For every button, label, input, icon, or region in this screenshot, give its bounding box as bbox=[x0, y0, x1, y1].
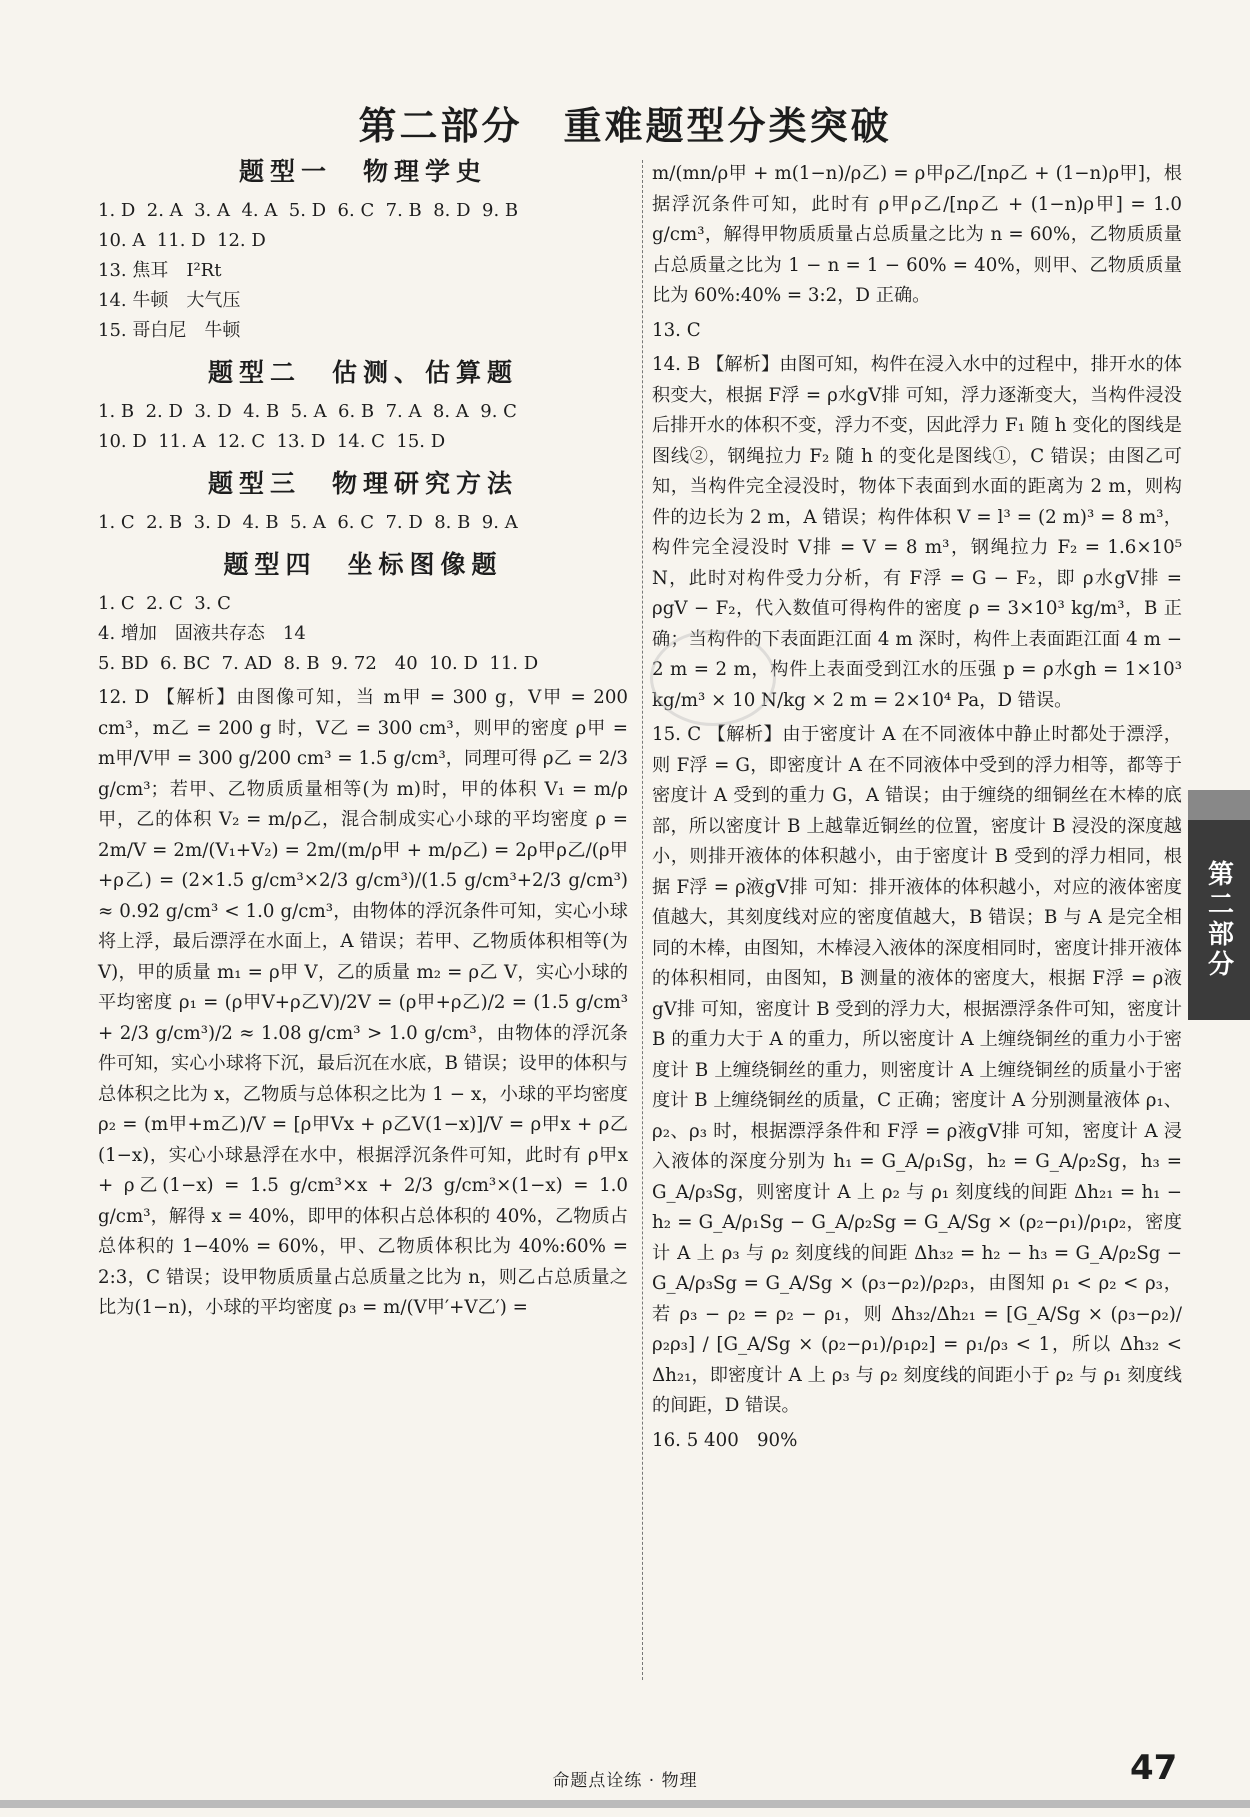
left-column bbox=[98, 155, 628, 1328]
watermark-stamp bbox=[650, 630, 776, 726]
q14-explanation: 14. B 【解析】由图可知，构件在浸入水中的过程中，排开水的体积变大，根据 F浮 = ρ水gV排 可知，浮力逐渐变大，当构件浸没后排开水的体积不变，浮力不变，因此浮力 F₁ 随 h 变化的图线是图线②，钢绳拉力 F₂ 随 h 的变化是图线①，C 错误；由图乙可知，当构件完全浸没时，物体下表面到水面的距离为 2 m，则构件的边长为 2 m，A 错误；构件体积 V = l³ = (2 m)³ = 8 m³，构件完全浸没时 V排 = V = 8 m³，钢绳拉力 F₂ = 1.6×10⁵ N，此时对构件受力分析，有 F浮 = G − F₂，即 ρ水gV排 = ρgV − F₂，代入数值可得构件的密度 ρ = 3×10³ kg/m³，B 正确；当构件的下表面距江面 4 m 深时，构件上表面距江面 4 m − 2 m = 2 m，构件上表面受到江水的压强 p = ρ水gh = 1×10³ kg/m³ × 10 N/kg × 2 m = 2×10⁴ Pa，D 错误。 bbox=[652, 354, 1182, 711]
answer-line: 4. 增加 固液共存态 14 bbox=[98, 623, 306, 644]
page-title: 第二部分 重难题型分类突破 bbox=[358, 104, 892, 148]
answer-line: 1. C 2. C 3. C bbox=[98, 593, 231, 614]
answer-line: 5. BD 6. BC 7. AD 8. B 9. 72 40 10. D 11. D bbox=[98, 653, 539, 674]
q15-explanation: 15. C 【解析】由于密度计 A 在不同液体中静止时都处于漂浮，则 F浮 = G，即密度计 A 在不同液体中受到的浮力相等，都等于密度计 A 受到的重力 G，A 错误；由于缠绕的细铜丝在木棒的底部，所以密度计 B 上越靠近铜丝的位置，密度计 B 浸没的深度越小，则排开液体的体积越小，由于密度计 B 受到的浮力相同，根据 F浮 = ρ液gV排 可知：排开液体的体积越小，对应的液体密度值越大，其刻度线对应的密度值越大，B 错误；B 与 A 是完全相同的木棒，由图知，木棒浸入液体的深度相同时，密度计排开液体的体积相同，由图知，B 测量的液体的密度大，根据 F浮 = ρ液gV排 可知，密度计 B 受到的浮力大，根据漂浮条件可知，密度计 B 的重力大于 A 的重力，所以密度计 A 上缠绕铜丝的重力小于密度计 B 上缠绕铜丝的重力，则密度计 A 上缠绕铜丝的质量小于密度计 B 上缠绕铜丝的质量，C 正确；密度计 A 分别测量液体 ρ₁、ρ₂、ρ₃ 时，根据漂浮条件和 F浮 = ρ液gV排 可知，密度计 A 浸入液体的深度分别为 h₁ = G_A/ρ₁Sg，h₂ = G_A/ρ₂Sg，h₃ = G_A/ρ₃Sg，则密度计 A 上 ρ₂ 与 ρ₁ 刻度线的间距 Δh₂₁ = h₁ − h₂ = G_A/ρ₁Sg − G_A/ρ₂Sg = G_A/Sg × (ρ₂−ρ₁)/ρ₁ρ₂，密度计 A 上 ρ₃ 与 ρ₂ 刻度线的间距 Δh₃₂ = h₂ − h₃ = G_A/ρ₂Sg − G_A/ρ₃Sg = G_A/Sg × (ρ₃−ρ₂)/ρ₂ρ₃，由图知 ρ₁ < ρ₂ < ρ₃，若 ρ₃ − ρ₂ = ρ₂ − ρ₁，则 Δh₃₂/Δh₂₁ = [G_A/Sg × (ρ₃−ρ₂)/ρ₂ρ₃] / [G_A/Sg × (ρ₂−ρ₁)/ρ₁ρ₂] = ρ₁/ρ₃ < 1，所以 Δh₃₂ < Δh₂₁，即密度计 A 上 ρ₃ 与 ρ₂ 刻度线的间距小于 ρ₂ 与 ρ₁ 刻度线的间距，D 错误。 bbox=[652, 724, 1182, 1416]
column-divider bbox=[642, 160, 643, 1680]
q13-answer: 13. C bbox=[652, 319, 701, 341]
q12-explanation: 12. D 【解析】由图像可知，当 m甲 = 300 g，V甲 = 200 cm³，m乙 = 200 g 时，V乙 = 300 cm³，则甲的密度 ρ甲 = m甲/V甲 = 300 g/200 cm³ = 1.5 g/cm³，同理可得 ρ乙 = 2/3 g/cm³；若甲、乙物质质量相等(为 m)时，甲的体积 V₁ = m/ρ甲，乙的体积 V₂ = m/ρ乙，混合制成实心小球的平均密度 ρ = 2m/V = 2m/(V₁+V₂) = 2m/(m/ρ甲 + m/ρ乙) = 2ρ甲ρ乙/(ρ甲+ρ乙) = (2×1.5 g/cm³×2/3 g/cm³)/(1.5 g/cm³+2/3 g/cm³) ≈ 0.92 g/cm³ < 1.0 g/cm³，由物体的浮沉条件可知，实心小球将上浮，最后漂浮在水面上，A 错误；若甲、乙物质体积相等(为 V)，甲的质量 m₁ = ρ甲 V，乙的质量 m₂ = ρ乙 V，实心小球的平均密度 ρ₁ = (ρ甲V+ρ乙V)/2V = (ρ甲+ρ乙)/2 = (1.5 g/cm³ + 2/3 g/cm³)/2 ≈ 1.08 g/cm³ > 1.0 g/cm³，由物体的浮沉条件可知，实心小球将下沉，最后沉在水底，B 错误；设甲的体积与总体积之比为 x，乙物质与总体积之比为 1 − x，小球的平均密度 ρ₂ = (m甲+m乙)/V = [ρ甲Vx + ρ乙V(1−x)]/V = ρ甲x + ρ乙(1−x)，实心小球悬浮在水中，根据浮沉条件可知，此时有 ρ甲x + ρ乙(1−x) = 1.5 g/cm³×x + 2/3 g/cm³×(1−x) = 1.0 g/cm³，解得 x = 40%，即甲的体积占总体积的 40%，乙物质占总体积的 1−40% = 60%，甲、乙物质体积比为 40%:60% = 2:3，C 错误；设甲物质质量占总质量之比为 n，则乙占总质量之比为(1−n)，小球的平均密度 ρ₃ = m/(V甲′+V乙′) = bbox=[98, 687, 628, 1318]
page-number: 47 bbox=[1130, 1748, 1178, 1788]
side-tab: 第二部分 bbox=[1188, 820, 1250, 1020]
section-title-1: 题型一 物理学史 bbox=[238, 157, 487, 186]
answer-line: 1. B 2. D 3. D 4. B 5. A 6. B 7. A 8. A 9. C bbox=[98, 401, 517, 422]
section-title-3: 题型三 物理研究方法 bbox=[207, 469, 518, 498]
answer-line: 10. D 11. A 12. C 13. D 14. C 15. D bbox=[98, 431, 446, 452]
answer-line: 10. A 11. D 12. D bbox=[98, 230, 266, 251]
section-title-2: 题型二 估测、估算题 bbox=[207, 358, 518, 387]
answer-line: 1. D 2. A 3. A 4. A 5. D 6. C 7. B 8. D 9. B bbox=[98, 200, 519, 221]
answer-line: 13. 焦耳 I²Rt bbox=[98, 260, 222, 281]
section-title-4: 题型四 坐标图像题 bbox=[223, 550, 503, 579]
side-tab-cap bbox=[1188, 790, 1250, 820]
right-column bbox=[652, 155, 1182, 1460]
footer-rule bbox=[0, 1800, 1250, 1808]
answer-line: 1. C 2. B 3. D 4. B 5. A 6. C 7. D 8. B 9. A bbox=[98, 512, 518, 533]
answer-line: 15. 哥白尼 牛顿 bbox=[98, 320, 241, 341]
answer-line: 14. 牛顿 大气压 bbox=[98, 290, 241, 311]
q16-answer: 16. 5 400 90% bbox=[652, 1429, 798, 1451]
footer-book-title: 命题点诠练 · 物理 bbox=[552, 1771, 698, 1791]
q12-explanation-continued: m/(mn/ρ甲 + m(1−n)/ρ乙) = ρ甲ρ乙/[nρ乙 + (1−n)ρ甲]，根据浮沉条件可知，此时有 ρ甲ρ乙/[nρ乙 + (1−n)ρ甲] = 1.0 g/cm³，解得甲物质质量占总质量之比为 n = 60%，乙物质质量占总质量之比为 1 − n = 1 − 60% = 40%，则甲、乙物质质量比为 60%:40% = 3:2，D 正确。 bbox=[652, 163, 1182, 306]
